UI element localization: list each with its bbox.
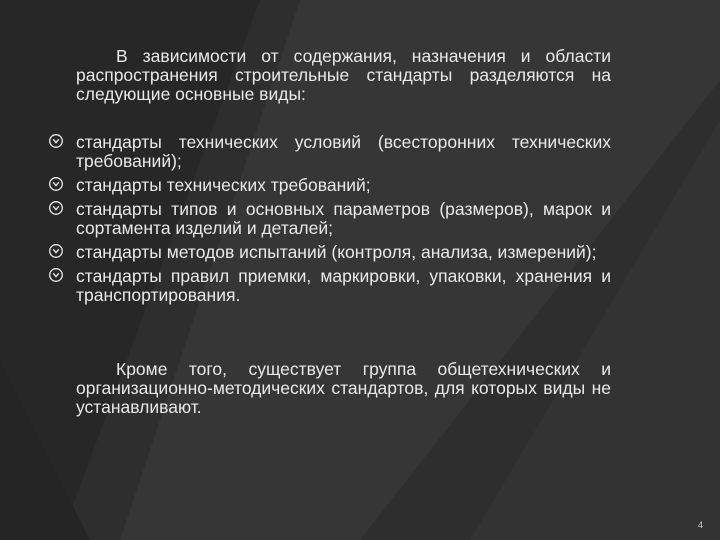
list-item: [76, 200, 611, 238]
list-item: [76, 243, 611, 262]
circled-arrow-bullet-icon: [48, 200, 64, 216]
intro-paragraph: В зависимости от содержания, назначения и области распространения строительные стандарты разделяются на следующие основные виды:: [76, 46, 611, 104]
circled-arrow-bullet-icon: [48, 176, 64, 192]
circled-arrow-bullet-icon: [48, 243, 64, 259]
circled-arrow-bullet-icon: [48, 133, 64, 149]
list-item-text: стандарты технических условий (всесторонних технических требований);: [76, 132, 611, 171]
page-number: 4: [697, 520, 703, 530]
list-item: [76, 267, 611, 305]
standards-list: [76, 133, 611, 305]
list-item-text: стандарты правил приемки, маркировки, упаковки, хранения и транспортирования.: [76, 266, 611, 305]
list-item: [76, 176, 611, 195]
circled-arrow-bullet-icon: [48, 267, 64, 283]
closing-paragraph: Кроме того, существует группа общетехнических и организационно-методических стандартов, для которых виды не устанавливают.: [76, 359, 611, 417]
list-item-text: стандарты методов испытаний (контроля, анализа, измерений);: [76, 242, 597, 262]
list-item-text: стандарты типов и основных параметров (размеров), марок и сортамента изделий и деталей;: [76, 199, 611, 238]
list-item-text: стандарты технических требований;: [76, 175, 371, 195]
slide-content: [76, 47, 611, 417]
list-item: [76, 133, 611, 171]
